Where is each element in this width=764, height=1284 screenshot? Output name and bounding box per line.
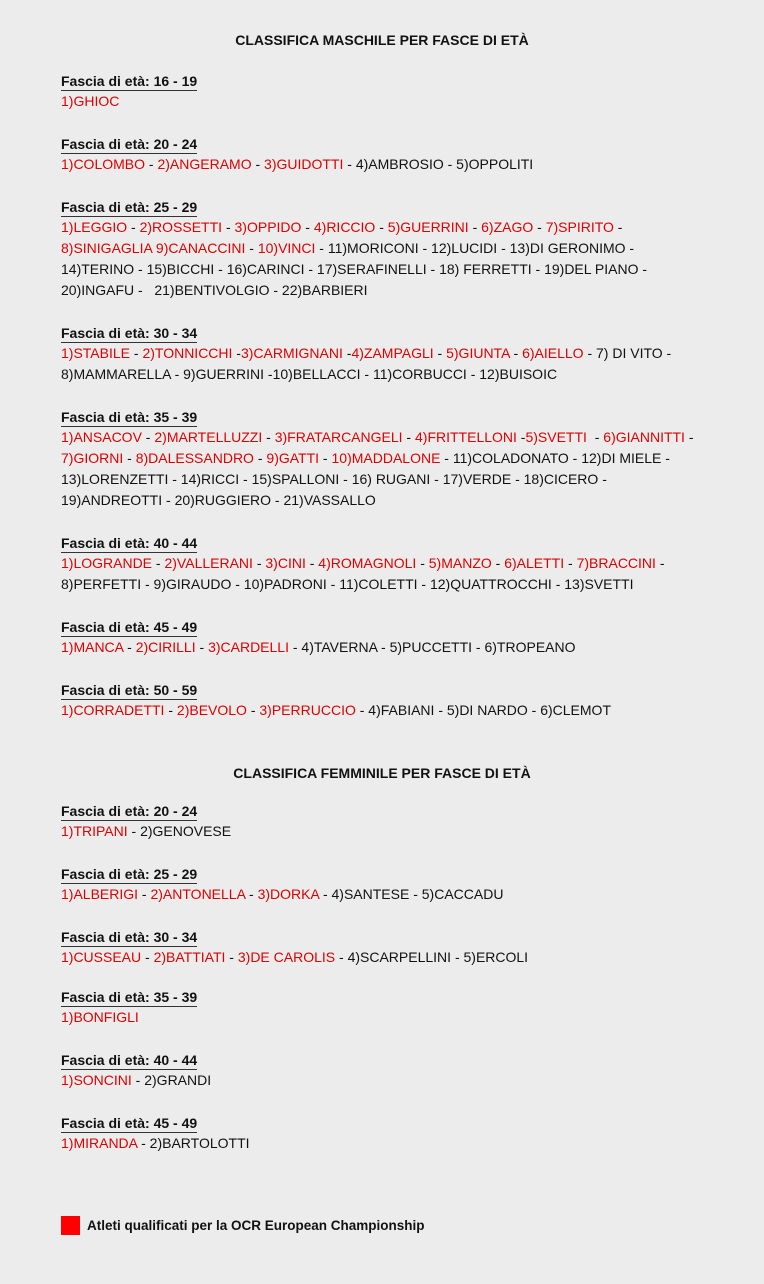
qualified-athlete: 4)FRITTELLONI <box>415 429 517 445</box>
age-group-heading: Fascia di età: 40 - 44 <box>61 535 198 551</box>
ranking-line <box>61 947 701 968</box>
athlete-text: - <box>245 240 258 256</box>
age-group-heading: Fascia di età: 40 - 44 <box>61 1052 198 1068</box>
ranking-line <box>61 490 701 511</box>
age-group-heading: Fascia di età: 50 - 59 <box>61 682 198 698</box>
athlete-text: - <box>123 639 136 655</box>
qualified-athlete: 5)GIUNTA <box>446 345 510 361</box>
ranking-line <box>61 217 701 238</box>
qualified-athlete: 8)DALESSANDRO <box>135 450 254 466</box>
female-group-45-49 <box>61 1115 701 1154</box>
athlete-text: - <box>130 345 143 361</box>
athlete-text: - <box>152 555 165 571</box>
qualified-athlete: 1)TRIPANI <box>61 823 128 839</box>
qualified-athlete: 4)ROMAGNOLI <box>318 555 417 571</box>
athlete-text: - <box>141 429 155 445</box>
ranking-line <box>61 1007 701 1028</box>
athlete-text: - <box>301 219 314 235</box>
qualified-athlete: 2)ROSSETTI <box>139 219 223 235</box>
qualified-athlete: 3)CARDELLI <box>208 639 289 655</box>
athlete-text: - <box>491 555 505 571</box>
athlete-text: - <box>245 886 258 902</box>
athlete-text: - <box>127 219 140 235</box>
athlete-text: - 11)COLADONATO - 12)DI MIELE - <box>440 450 670 466</box>
age-group-heading: Fascia di età: 25 - 29 <box>61 866 198 882</box>
qualified-athlete: 2)CIRILLI <box>135 639 196 655</box>
age-group-heading: Fascia di età: 16 - 19 <box>61 73 198 89</box>
qualified-athlete: 3)CINI <box>265 555 306 571</box>
male-group-30-34 <box>61 325 701 385</box>
legend-red-swatch <box>61 1216 80 1235</box>
qualified-athlete: 1)MIRANDA <box>61 1135 138 1151</box>
qualified-athlete: 5)SVETTI <box>525 429 587 445</box>
athlete-text: - 2)GENOVESE <box>127 823 232 839</box>
ranking-line <box>61 364 701 385</box>
qualified-athlete: 6)ALETTI <box>504 555 565 571</box>
athlete-text: 19)ANDREOTTI - 20)RUGGIERO - 21)VASSALLO <box>61 492 376 508</box>
female-group-40-44 <box>61 1052 701 1091</box>
qualified-athlete: 2)ANTONELLA <box>150 886 246 902</box>
athlete-text: - <box>564 555 577 571</box>
qualified-athlete: 4)RICCIO <box>313 219 376 235</box>
age-group-heading: Fascia di età: 20 - 24 <box>61 136 198 152</box>
age-group-heading: Fascia di età: 45 - 49 <box>61 1115 198 1131</box>
athlete-text: - <box>145 156 158 172</box>
athlete-text: - <box>195 639 209 655</box>
qualified-athlete: 2)BATTIATI <box>153 949 226 965</box>
qualified-athlete: 2)VALLERANI <box>164 555 253 571</box>
female-ranking-title: CLASSIFICA FEMMINILE PER FASCE DI ETÀ <box>233 765 531 781</box>
athlete-text: - 4)AMBROSIO - 5)OPPOLITI <box>343 156 534 172</box>
athlete-text: - 2)GRANDI <box>131 1072 212 1088</box>
qualified-athlete: 7)GIORNI <box>61 450 124 466</box>
qualified-athlete: 10)MADDALONE <box>331 450 441 466</box>
athlete-text: - 4)FABIANI - 5)DI NARDO - 6)CLEMOT <box>355 702 611 718</box>
ranking-line <box>61 637 701 658</box>
qualified-athlete: 2)TONNICCHI <box>142 345 233 361</box>
qualified-athlete: 6)GIANNITTI <box>603 429 685 445</box>
qualified-athlete: 2)ANGERAMO <box>157 156 252 172</box>
ranking-line <box>61 821 701 842</box>
athlete-text: - <box>319 450 332 466</box>
female-group-30-34 <box>61 929 701 968</box>
athlete-text: - <box>655 555 665 571</box>
age-group-heading: Fascia di età: 20 - 24 <box>61 803 198 819</box>
qualified-athlete: 1)SONCINI <box>61 1072 132 1088</box>
age-group-heading: Fascia di età: 35 - 39 <box>61 409 198 425</box>
athlete-text: - 2)BARTOLOTTI <box>137 1135 250 1151</box>
athlete-text: 8)MAMMARELLA - 9)GUERRINI -10)BELLACCI - 11)CORBUCCI - 12)BUISOIC <box>61 366 558 382</box>
athlete-text: 14)TERINO - 15)BICCHI - 16)CARINCI - 17)SERAFINELLI - 18) FERRETTI - 19)DEL PIANO - <box>61 261 648 277</box>
qualified-athlete: 3)GUIDOTTI <box>264 156 344 172</box>
male-group-35-39 <box>61 409 701 511</box>
athlete-text: - <box>402 429 415 445</box>
athlete-text: - 7) DI VITO - <box>583 345 672 361</box>
athlete-text: - <box>225 949 238 965</box>
ranking-line <box>61 700 701 721</box>
ranking-line <box>61 1070 701 1091</box>
athlete-text: - 11)MORICONI - 12)LUCIDI - 13)DI GERONIMO - <box>315 240 635 256</box>
ranking-line <box>61 427 701 448</box>
ranking-line <box>61 259 701 280</box>
qualified-athlete: 1)COLOMBO <box>61 156 146 172</box>
male-group-20-24 <box>61 136 701 175</box>
age-group-heading: Fascia di età: 25 - 29 <box>61 199 198 215</box>
female-group-20-24 <box>61 803 701 842</box>
athlete-text: - <box>375 219 388 235</box>
qualified-athlete: 6)AIELLO <box>522 345 584 361</box>
qualified-athlete: 8)SINIGAGLIA 9)CANACCINI <box>61 240 246 256</box>
athlete-text: - <box>509 345 523 361</box>
athlete-text: - <box>246 702 260 718</box>
qualified-athlete: 4)ZAMPAGLI <box>351 345 434 361</box>
male-group-40-44 <box>61 535 701 595</box>
qualified-athlete: 2)BEVOLO <box>176 702 247 718</box>
athlete-text: - <box>141 949 154 965</box>
female-group-35-39 <box>61 989 701 1028</box>
athlete-text: - <box>433 345 447 361</box>
qualified-athlete: 1)ANSACOV <box>61 429 142 445</box>
ranking-line <box>61 574 701 595</box>
ranking-line <box>61 154 701 175</box>
qualified-athlete: 1)GHIOC <box>61 93 120 109</box>
athlete-text: - <box>586 429 604 445</box>
qualified-athlete: 5)GUERRINI <box>387 219 469 235</box>
qualified-athlete: 2)MARTELLUZZI <box>154 429 263 445</box>
athlete-text: 13)LORENZETTI - 14)RICCI - 15)SPALLONI - 16) RUGANI - 17)VERDE - 18)CICERO - <box>61 471 607 487</box>
athlete-text: - <box>232 345 241 361</box>
qualified-athlete: 10)VINCI <box>257 240 316 256</box>
ranking-line <box>61 469 701 490</box>
age-group-heading: Fascia di età: 35 - 39 <box>61 989 198 1005</box>
qualified-athlete: 5)MANZO <box>428 555 492 571</box>
athlete-text: - <box>251 156 265 172</box>
male-group-50-59 <box>61 682 701 721</box>
ranking-line <box>61 91 701 112</box>
age-group-heading: Fascia di età: 30 - 34 <box>61 325 198 341</box>
female-group-25-29 <box>61 866 701 905</box>
legend <box>61 1215 425 1235</box>
athlete-text: - <box>416 555 429 571</box>
athlete-text: - <box>138 886 151 902</box>
ranking-line <box>61 553 701 574</box>
male-group-25-29 <box>61 199 701 301</box>
athlete-text: - <box>533 219 546 235</box>
qualified-athlete: 1)CORRADETTI <box>61 702 165 718</box>
athlete-text: - 4)TAVERNA - 5)PUCCETTI - 6)TROPEANO <box>288 639 576 655</box>
athlete-text: - <box>222 219 235 235</box>
athlete-text: - <box>516 429 526 445</box>
athlete-text: - <box>164 702 177 718</box>
athlete-text: - <box>305 555 319 571</box>
qualified-athlete: 7)BRACCINI <box>576 555 656 571</box>
male-group-45-49 <box>61 619 701 658</box>
ranking-line <box>61 448 701 469</box>
athlete-text: - <box>262 429 275 445</box>
qualified-athlete: 6)ZAGO <box>481 219 534 235</box>
qualified-athlete: 3)CARMIGNANI <box>240 345 343 361</box>
ranking-line <box>61 343 701 364</box>
athlete-text: 20)INGAFU - 21)BENTIVOLGIO - 22)BARBIERI <box>61 282 368 298</box>
qualified-athlete: 1)BONFIGLI <box>61 1009 139 1025</box>
qualified-athlete: 7)SPIRITO <box>545 219 614 235</box>
ranking-line <box>61 1133 701 1154</box>
qualified-athlete: 3)DE CAROLIS <box>237 949 336 965</box>
qualified-athlete: 1)STABILE <box>61 345 130 361</box>
athlete-text: - <box>684 429 694 445</box>
qualified-athlete: 1)LEGGIO <box>61 219 128 235</box>
athlete-text: - <box>252 555 266 571</box>
qualified-athlete: 1)ALBERIGI <box>61 886 139 902</box>
male-group-16-19 <box>61 73 701 112</box>
athlete-text: - <box>342 345 352 361</box>
athlete-text: - <box>468 219 482 235</box>
ranking-line <box>61 238 701 259</box>
age-group-heading: Fascia di età: 45 - 49 <box>61 619 198 635</box>
athlete-text: - <box>253 450 267 466</box>
male-ranking-title: CLASSIFICA MASCHILE PER FASCE DI ETÀ <box>235 32 529 48</box>
qualified-athlete: 3)OPPIDO <box>234 219 302 235</box>
legend-text: Atleti qualificati per la OCR European Championship <box>87 1217 425 1233</box>
qualified-athlete: 1)LOGRANDE <box>61 555 153 571</box>
qualified-athlete: 1)CUSSEAU <box>61 949 142 965</box>
ranking-line <box>61 280 701 301</box>
athlete-text: - 4)SCARPELLINI - 5)ERCOLI <box>335 949 529 965</box>
athlete-text: - <box>613 219 623 235</box>
athlete-text: - <box>123 450 136 466</box>
ranking-line <box>61 884 701 905</box>
qualified-athlete: 1)MANCA <box>61 639 124 655</box>
athlete-text: - 4)SANTESE - 5)CACCADU <box>319 886 504 902</box>
qualified-athlete: 3)DORKA <box>257 886 320 902</box>
qualified-athlete: 3)PERRUCCIO <box>259 702 356 718</box>
athlete-text: 8)PERFETTI - 9)GIRAUDO - 10)PADRONI - 11)COLETTI - 12)QUATTROCCHI - 13)SVETTI <box>61 576 634 592</box>
age-group-heading: Fascia di età: 30 - 34 <box>61 929 198 945</box>
qualified-athlete: 9)GATTI <box>266 450 320 466</box>
qualified-athlete: 3)FRATARCANGELI <box>274 429 403 445</box>
